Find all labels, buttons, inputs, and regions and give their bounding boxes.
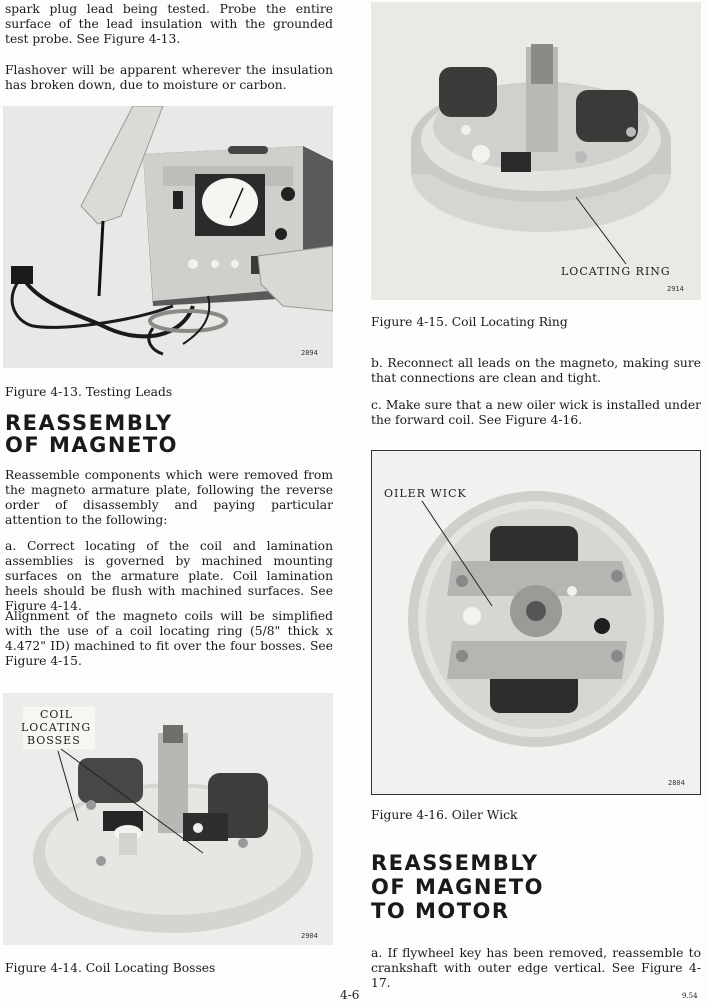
- heading-to-motor-line2: OF MAGNETO: [371, 875, 544, 899]
- heading-reassembly-line1: REASSEMBLY: [5, 411, 173, 435]
- figure-4-16-photo: [371, 450, 701, 795]
- heading-to-motor-line1: REASSEMBLY: [371, 851, 539, 875]
- figure-4-14-number: 2904: [301, 932, 318, 940]
- paragraph-reassemble: Reassemble components which were removed from the magneto armature plate, following the reverse order of disassembly and paying particular attention to the following:: [5, 468, 333, 527]
- paragraph-step-a: a. Correct locating of the coil and lamination assemblies is governed by machined mounting surfaces on the armature plate. Coil lamination heels should be flush with machined surfaces. See Figure 4-14.: [5, 539, 333, 613]
- paragraph-alignment: Alignment of the magneto coils will be simplified with the use of a coil locating ring (5/8" thick x 4.472" ID) machined to fit over the four bosses. See Figure 4-15.: [5, 609, 333, 668]
- heading-to-motor-line3: TO MOTOR: [371, 899, 510, 923]
- figure-4-15-caption: Figure 4-15. Coil Locating Ring: [371, 315, 568, 329]
- paragraph-step-b: b. Reconnect all leads on the magneto, making sure that connections are clean and tight.: [371, 356, 701, 385]
- figure-4-14-caption: Figure 4-14. Coil Locating Bosses: [5, 961, 216, 975]
- figure-4-15-number: 2914: [667, 285, 684, 293]
- paragraph-flashover: Flashover will be apparent wherever the insulation has broken down, due to moisture or carbon.: [5, 63, 333, 92]
- paragraph-step-c: c. Make sure that a new oiler wick is installed under the forward coil. See Figure 4-16.: [371, 398, 701, 427]
- figure-4-16-caption: Figure 4-16. Oiler Wick: [371, 808, 518, 822]
- paragraph-probe: spark plug lead being tested. Probe the entire surface of the lead insulation with the grounded test probe. See Figure 4-13.: [5, 2, 333, 46]
- locating-ring-illustration: [371, 2, 701, 300]
- figure-4-15-label: LOCATING RING: [561, 265, 671, 278]
- page-code: 9.54: [682, 992, 698, 1000]
- figure-4-14-label-line3: BOSSES: [27, 734, 81, 747]
- figure-4-14-photo: [3, 693, 333, 945]
- figure-4-15-photo: [371, 2, 701, 300]
- figure-4-13-caption: Figure 4-13. Testing Leads: [5, 385, 173, 399]
- figure-4-16-number: 2804: [668, 779, 685, 787]
- paragraph-flywheel-key: a. If flywheel key has been removed, reassemble to crankshaft with outer edge vertical. See Figure 4-17.: [371, 946, 701, 990]
- figure-4-16-label: OILER WICK: [384, 487, 467, 500]
- oiler-wick-illustration: [372, 451, 700, 794]
- heading-reassembly-line2: OF MAGNETO: [5, 433, 178, 457]
- figure-4-14-label-line1: COIL: [40, 708, 74, 721]
- figure-4-13-photo: [3, 106, 333, 368]
- figure-4-14-label-line2: LOCATING: [21, 721, 92, 734]
- figure-4-13-number: 2894: [301, 349, 318, 357]
- page-number: 4-6: [340, 988, 360, 1002]
- testing-leads-illustration: [3, 106, 333, 368]
